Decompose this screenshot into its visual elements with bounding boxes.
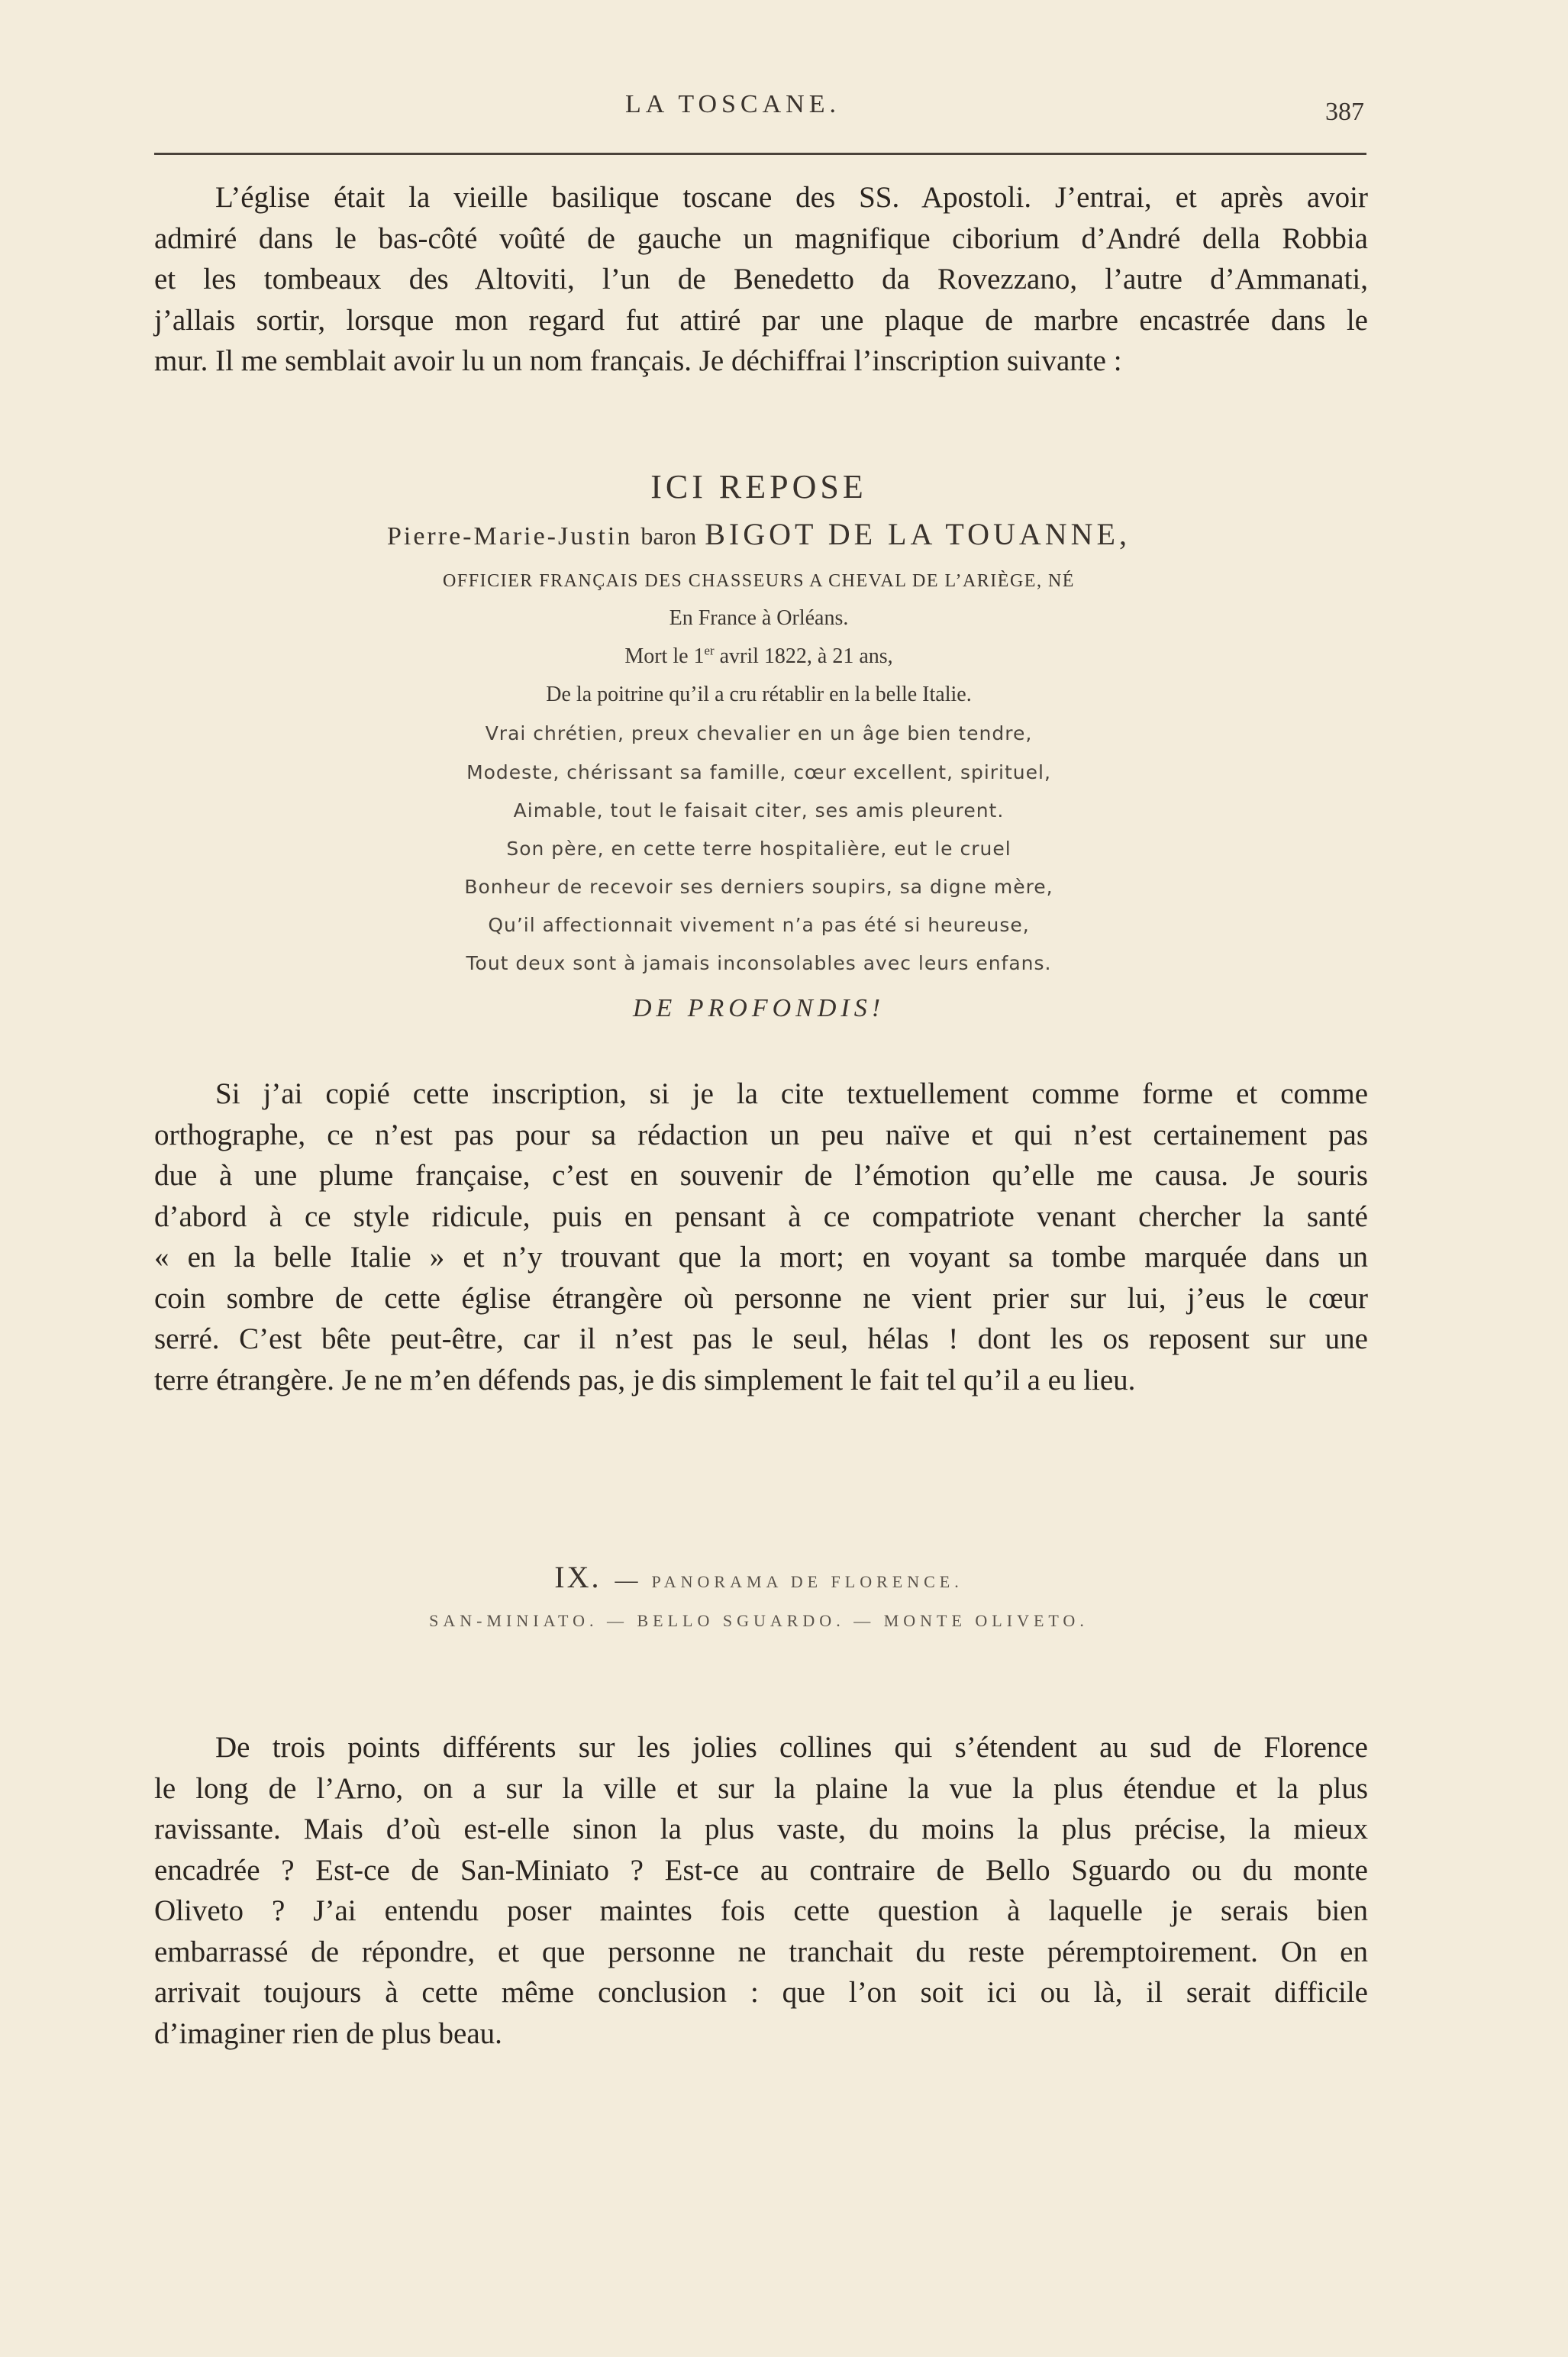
text-line: mur. Il me semblait avoir lu un nom français. Je déchiffrai l’inscription suivante : xyxy=(154,344,1122,377)
text-line: « en la belle Italie » et n’y trouvant que la mort; en voyant sa tombe marquée dans un xyxy=(154,1241,1368,1274)
text-line: due à une plume française, c’est en souvenir de l’émotion qu’elle me causa. Je souris xyxy=(154,1159,1368,1192)
epitaph-death xyxy=(0,644,1518,669)
death-text: Mort le 1 xyxy=(624,644,705,668)
epitaph-line: Qu’il affectionnait vivement n’a pas été si heureuse, xyxy=(488,914,1030,936)
section-number: IX. xyxy=(554,1560,602,1594)
text-line: embarrassé de répondre, et que personne ne tranchait du reste péremptoirement. On en xyxy=(154,1935,1368,1968)
text-line: d’imaginer rien de plus beau. xyxy=(154,2016,502,2050)
death-text-end: avril 1822, à 21 ans, xyxy=(714,644,893,668)
epitaph-surname: BIGOT DE LA TOUANNE, xyxy=(705,517,1131,551)
text-line: De trois points différents sur les jolies collines qui s’étendent au sud de Florence xyxy=(215,1731,1368,1764)
epitaph-born: En France à Orléans. xyxy=(669,606,849,630)
paragraph-3 xyxy=(154,1727,1368,2054)
text-line: coin sombre de cette église étrangère où personne ne vient prier sur lui, j’eus le cœur xyxy=(154,1281,1368,1315)
paragraph-2 xyxy=(154,1074,1368,1400)
death-superscript: er xyxy=(704,643,715,658)
section-title: PANORAMA DE FLORENCE. xyxy=(651,1572,963,1591)
text-line: d’abord à ce style ridicule, puis en pensant à ce compatriote venant chercher la santé xyxy=(154,1199,1368,1233)
epitaph-title: ICI REPOSE xyxy=(650,468,867,505)
section-dash: — xyxy=(615,1568,638,1593)
epitaph-closing: DE PROFONDIS! xyxy=(632,994,886,1022)
text-line: orthographe, ce n’est pas pour sa rédaction un peu naïve et qui n’est certainement pas xyxy=(154,1118,1368,1151)
text-line: et les tombeaux des Altoviti, l’un de Benedetto da Rovezzano, l’autre d’Ammanati, xyxy=(154,263,1368,295)
text-line: admiré dans le bas-côté voûté de gauche un magnifique ciborium d’André della Robbia xyxy=(154,221,1368,255)
epitaph-line: De la poitrine qu’il a cru rétablir en la belle Italie. xyxy=(546,683,972,706)
epitaph-line: Modeste, chérissant sa famille, cœur excellent, spirituel, xyxy=(466,761,1051,783)
paragraph-1 xyxy=(154,177,1368,382)
epitaph-name xyxy=(0,516,1518,552)
section-heading xyxy=(0,1559,1518,1595)
text-line: j’allais sortir, lorsque mon regard fut attiré par une plaque de marbre encastrée dans le xyxy=(154,303,1368,337)
epitaph-title-word: baron xyxy=(640,522,697,550)
epitaph-line: Aimable, tout le faisait citer, ses amis pleurent. xyxy=(513,799,1005,822)
text-line: encadrée ? Est-ce de San-Miniato ? Est-ce au contraire de Bello Sguardo ou du monte xyxy=(154,1853,1368,1887)
epitaph-officer: OFFICIER FRANÇAIS DES CHASSEURS A CHEVAL DE L’ARIÈGE, NÉ xyxy=(443,571,1075,591)
text-line: arrivait toujours à cette même conclusion : que l’on soit ici ou là, il serait difficile xyxy=(154,1976,1368,2009)
section-subtitle: SAN-MINIATO. — BELLO SGUARDO. — MONTE OLIVETO. xyxy=(429,1611,1089,1630)
page-number: 387 xyxy=(1325,98,1364,126)
header-rule xyxy=(154,153,1366,155)
text-line: terre étrangère. Je ne m’en défends pas, je dis simplement le fait tel qu’il a eu lieu. xyxy=(154,1363,1136,1396)
text-line: L’église était la vieille basilique toscane des SS. Apostoli. J’entrai, et après avoir xyxy=(215,181,1368,214)
text-line: ravissante. Mais d’où est-elle sinon la plus vaste, du moins la plus précise, la mieux xyxy=(154,1813,1368,1845)
text-line: Oliveto ? J’ai entendu poser maintes fois cette question à laquelle je serais bien xyxy=(154,1894,1368,1927)
text-line: le long de l’Arno, on a sur la ville et sur la plaine la vue la plus étendue et la plus xyxy=(154,1771,1368,1805)
text-line: Si j’ai copié cette inscription, si je la cite textuellement comme forme et comme xyxy=(215,1077,1368,1110)
text-line: serré. C’est bête peut-être, car il n’est pas le seul, hélas ! dont les os reposent sur une xyxy=(154,1322,1368,1355)
epitaph-line: Vrai chrétien, preux chevalier en un âge bien tendre, xyxy=(485,722,1033,744)
epitaph-line: Son père, en cette terre hospitalière, eut le cruel xyxy=(506,838,1011,860)
running-head: LA TOSCANE. xyxy=(624,90,840,118)
epitaph-given-names: Pierre-Marie-Justin xyxy=(386,522,633,551)
epitaph-line: Bonheur de recevoir ses derniers soupirs, sa digne mère, xyxy=(464,876,1053,898)
epitaph-line: Tout deux sont à jamais inconsolables avec leurs enfans. xyxy=(466,952,1052,974)
